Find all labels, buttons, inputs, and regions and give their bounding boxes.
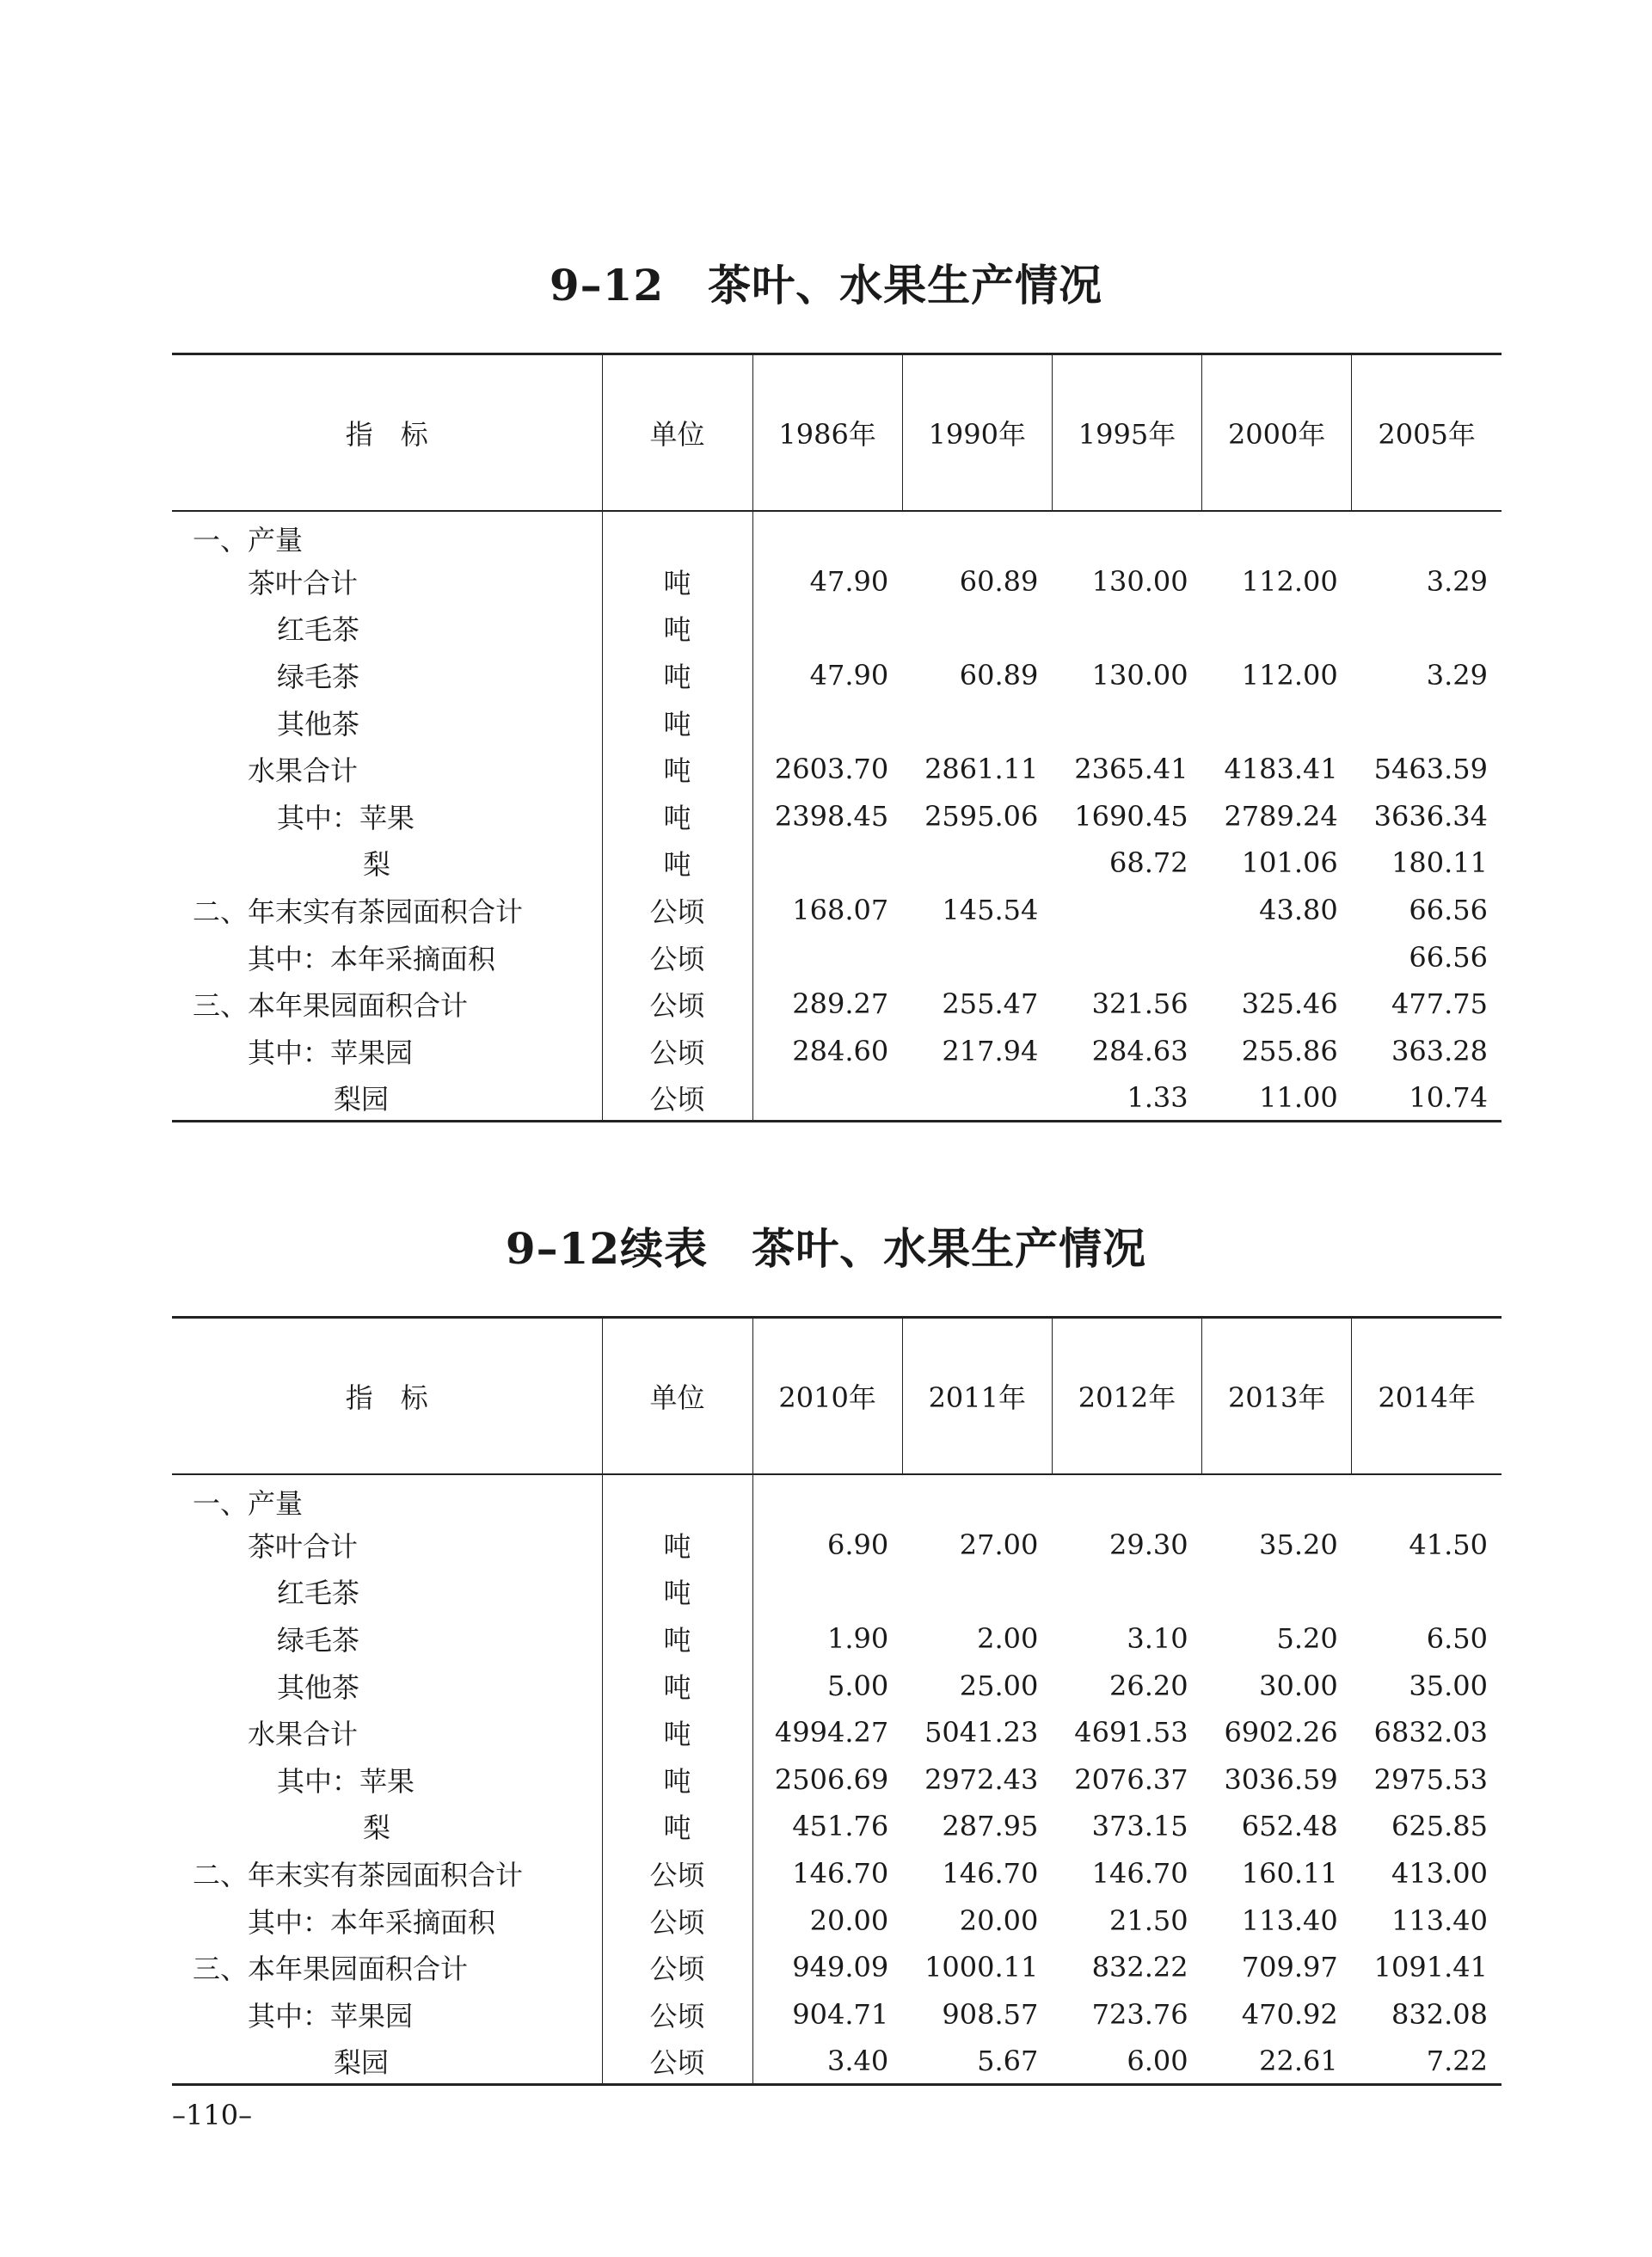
cell-value xyxy=(1352,1568,1502,1615)
cell-value: 1.90 xyxy=(826,1621,889,1655)
cell-value xyxy=(1052,1474,1201,1522)
cell-value: 1091.41 xyxy=(1373,1951,1488,1984)
table-row xyxy=(172,1027,1502,1074)
row-label: 其他茶 xyxy=(277,1670,360,1704)
row-label: 其中：苹果园 xyxy=(248,1999,414,2033)
cell-value: 2595.06 xyxy=(924,799,1039,833)
cell-value: 113.40 xyxy=(1391,1903,1488,1937)
table-row xyxy=(172,792,1502,839)
cell-value xyxy=(1052,605,1201,652)
cell-value: 477.75 xyxy=(1391,987,1488,1021)
cell-value: 625.85 xyxy=(1391,1810,1488,1843)
cell-value xyxy=(752,1074,902,1122)
header-year: 2010年 xyxy=(752,1318,902,1474)
row-label: 三、本年果园面积合计 xyxy=(193,989,469,1023)
cell-value xyxy=(1202,1568,1352,1615)
cell-value: 2603.70 xyxy=(774,753,889,786)
cell-value: 146.70 xyxy=(1091,1856,1188,1890)
cell-value: 27.00 xyxy=(959,1528,1039,1561)
row-unit: 公顷 xyxy=(602,1074,752,1122)
cell-value xyxy=(902,511,1052,558)
table-row xyxy=(172,1990,1502,2038)
cell-value: 101.06 xyxy=(1241,846,1338,880)
cell-value: 451.76 xyxy=(792,1810,889,1843)
row-label: 其中：苹果 xyxy=(277,801,415,834)
row-label: 红毛茶 xyxy=(277,613,360,647)
cell-value: 21.50 xyxy=(1108,1903,1188,1937)
header-year: 2014年 xyxy=(1352,1318,1502,1474)
row-label: 梨园 xyxy=(172,1074,602,1122)
cell-value xyxy=(1052,887,1201,934)
cell-value: 66.56 xyxy=(1409,940,1488,974)
cell-value xyxy=(1052,698,1201,746)
cell-value: 25.00 xyxy=(959,1669,1039,1702)
table-row xyxy=(172,1615,1502,1663)
row-unit: 吨 xyxy=(602,1709,752,1756)
row-unit: 吨 xyxy=(602,605,752,652)
cell-value: 22.61 xyxy=(1202,2038,1352,2085)
cell-value: 255.47 xyxy=(942,987,1039,1021)
cell-value xyxy=(752,1568,902,1615)
cell-value: 908.57 xyxy=(942,1997,1039,2031)
cell-value: 130.00 xyxy=(1091,564,1188,598)
cell-value xyxy=(902,605,1052,652)
table-row xyxy=(172,746,1502,793)
cell-value xyxy=(1052,511,1201,558)
cell-value: 112.00 xyxy=(1241,564,1338,598)
row-unit: 吨 xyxy=(602,792,752,839)
cell-value: 6.90 xyxy=(826,1528,889,1561)
row-unit: 吨 xyxy=(602,1522,752,1569)
header-year: 2013年 xyxy=(1202,1318,1352,1474)
cell-value: 287.95 xyxy=(942,1810,1039,1843)
cell-value: 832.22 xyxy=(1091,1951,1188,1984)
row-label: 一、产量 xyxy=(193,1486,304,1520)
cell-value xyxy=(902,1568,1052,1615)
header-unit: 单位 xyxy=(602,354,752,511)
cell-value xyxy=(752,1474,902,1522)
cell-value: 130.00 xyxy=(1091,658,1188,692)
cell-value: 2398.45 xyxy=(774,799,889,833)
cell-value: 47.90 xyxy=(809,658,889,692)
table-row xyxy=(172,1850,1502,1897)
table1 xyxy=(172,353,1502,1122)
header-year: 1986年 xyxy=(752,354,902,511)
table-row xyxy=(172,2038,1502,2085)
cell-value: 146.70 xyxy=(792,1856,889,1890)
table-row xyxy=(172,1803,1502,1850)
header-year: 2000年 xyxy=(1202,354,1352,511)
cell-value: 11.00 xyxy=(1202,1074,1352,1122)
cell-value: 321.56 xyxy=(1091,987,1188,1021)
cell-value: 289.27 xyxy=(792,987,889,1021)
cell-value: 3.40 xyxy=(752,2038,902,2085)
table-row xyxy=(172,652,1502,699)
cell-value: 113.40 xyxy=(1241,1903,1338,1937)
cell-value: 6.00 xyxy=(1052,2038,1201,2085)
row-label: 三、本年果园面积合计 xyxy=(193,1953,469,1986)
cell-value xyxy=(1202,933,1352,981)
cell-value: 10.74 xyxy=(1352,1074,1502,1122)
cell-value: 217.94 xyxy=(942,1034,1039,1067)
cell-value: 3636.34 xyxy=(1373,799,1488,833)
row-unit: 公顷 xyxy=(602,1897,752,1944)
header-year: 2011年 xyxy=(902,1318,1052,1474)
cell-value xyxy=(1202,605,1352,652)
table-row xyxy=(172,698,1502,746)
row-unit: 吨 xyxy=(602,652,752,699)
table-row xyxy=(172,887,1502,934)
row-label: 水果合计 xyxy=(248,754,359,788)
table-row xyxy=(172,1568,1502,1615)
row-label: 梨 xyxy=(363,848,391,882)
row-label: 二、年末实有茶园面积合计 xyxy=(193,895,524,928)
row-label: 梨园 xyxy=(172,2038,602,2085)
cell-value: 373.15 xyxy=(1091,1810,1188,1843)
table-row xyxy=(172,981,1502,1028)
cell-value: 3.29 xyxy=(1426,658,1488,692)
row-label: 其中：苹果园 xyxy=(248,1036,414,1069)
cell-value: 2076.37 xyxy=(1074,1762,1188,1796)
table2-title: 9–12续表 茶叶、水果生产情况 xyxy=(505,1223,1147,1274)
row-unit: 吨 xyxy=(602,1803,752,1850)
cell-value xyxy=(752,933,902,981)
table-row xyxy=(172,1662,1502,1709)
cell-value: 2.00 xyxy=(977,1621,1039,1655)
row-label: 其中：苹果 xyxy=(277,1764,415,1798)
cell-value: 160.11 xyxy=(1241,1856,1338,1890)
table-row xyxy=(172,933,1502,981)
row-label: 其中：本年采摘面积 xyxy=(248,1905,496,1939)
cell-value: 43.80 xyxy=(1259,893,1338,926)
cell-value: 6902.26 xyxy=(1224,1716,1338,1750)
row-unit: 吨 xyxy=(602,746,752,793)
cell-value: 29.30 xyxy=(1108,1528,1188,1561)
table2-header-row xyxy=(172,1318,1502,1474)
cell-value: 66.56 xyxy=(1409,893,1488,926)
cell-value xyxy=(1352,698,1502,746)
cell-value: 5.67 xyxy=(902,2038,1052,2085)
header-year: 1990年 xyxy=(902,354,1052,511)
row-label: 茶叶合计 xyxy=(248,1529,359,1563)
cell-value: 723.76 xyxy=(1091,1997,1188,2031)
cell-value xyxy=(752,605,902,652)
cell-value: 6832.03 xyxy=(1373,1716,1488,1750)
cell-value: 255.86 xyxy=(1241,1034,1338,1067)
row-label: 红毛茶 xyxy=(277,1577,360,1610)
cell-value xyxy=(902,698,1052,746)
row-label: 其他茶 xyxy=(277,707,360,741)
row-label: 一、产量 xyxy=(193,523,304,557)
cell-value xyxy=(1052,933,1201,981)
table-row xyxy=(172,558,1502,606)
cell-value: 832.08 xyxy=(1391,1997,1488,2031)
table-row xyxy=(172,839,1502,887)
cell-value: 3.29 xyxy=(1426,564,1488,598)
table-row xyxy=(172,1756,1502,1803)
cell-value: 26.20 xyxy=(1108,1669,1188,1702)
cell-value xyxy=(902,839,1052,887)
cell-value: 30.00 xyxy=(1259,1669,1338,1702)
header-year: 1995年 xyxy=(1052,354,1201,511)
cell-value: 3036.59 xyxy=(1224,1762,1338,1796)
row-unit: 吨 xyxy=(602,1662,752,1709)
cell-value: 5041.23 xyxy=(924,1716,1039,1750)
cell-value: 2506.69 xyxy=(774,1762,889,1796)
cell-value xyxy=(1052,1568,1201,1615)
cell-value: 2365.41 xyxy=(1074,753,1188,786)
row-unit: 吨 xyxy=(602,1568,752,1615)
cell-value xyxy=(1202,511,1352,558)
cell-value: 41.50 xyxy=(1409,1528,1488,1561)
row-label: 水果合计 xyxy=(248,1718,359,1751)
row-unit xyxy=(602,1474,752,1522)
cell-value: 284.60 xyxy=(792,1034,889,1067)
row-unit: 公顷 xyxy=(602,1990,752,2038)
table1-header-row xyxy=(172,354,1502,511)
header-year: 2005年 xyxy=(1352,354,1502,511)
cell-value: 146.70 xyxy=(942,1856,1039,1890)
row-unit: 公顷 xyxy=(602,1027,752,1074)
table-row xyxy=(172,511,1502,558)
row-unit: 吨 xyxy=(602,1615,752,1663)
row-unit: 公顷 xyxy=(602,981,752,1028)
cell-value: 35.00 xyxy=(1409,1669,1488,1702)
cell-value: 2789.24 xyxy=(1224,799,1338,833)
cell-value: 5463.59 xyxy=(1373,753,1488,786)
cell-value xyxy=(1202,1474,1352,1522)
table-row xyxy=(172,605,1502,652)
header-indicator: 指 标 xyxy=(172,1318,602,1474)
row-unit: 吨 xyxy=(602,698,752,746)
row-unit: 吨 xyxy=(602,839,752,887)
cell-value: 2861.11 xyxy=(924,753,1039,786)
cell-value: 325.46 xyxy=(1241,987,1338,1021)
header-indicator: 指 标 xyxy=(172,354,602,511)
cell-value: 180.11 xyxy=(1391,846,1488,880)
cell-value: 6.50 xyxy=(1426,1621,1488,1655)
cell-value xyxy=(902,1074,1052,1122)
cell-value: 470.92 xyxy=(1241,1997,1338,2031)
header-year: 2012年 xyxy=(1052,1318,1201,1474)
cell-value: 112.00 xyxy=(1241,658,1338,692)
table-row xyxy=(172,1897,1502,1944)
row-unit: 公顷 xyxy=(602,2038,752,2085)
cell-value xyxy=(1352,511,1502,558)
row-unit xyxy=(602,511,752,558)
cell-value: 20.00 xyxy=(809,1903,889,1937)
row-unit: 吨 xyxy=(602,558,752,606)
cell-value xyxy=(1352,605,1502,652)
table2 xyxy=(172,1316,1502,2086)
cell-value: 4691.53 xyxy=(1074,1716,1188,1750)
row-unit: 公顷 xyxy=(602,1944,752,1991)
table1-title: 9–12 茶叶、水果生产情况 xyxy=(549,260,1103,311)
row-unit: 公顷 xyxy=(602,887,752,934)
table-row xyxy=(172,1074,1502,1122)
row-label: 梨 xyxy=(363,1811,391,1845)
cell-value: 5.00 xyxy=(826,1669,889,1702)
cell-value: 60.89 xyxy=(959,658,1039,692)
cell-value xyxy=(1202,698,1352,746)
table-row xyxy=(172,1522,1502,1569)
cell-value: 35.20 xyxy=(1259,1528,1338,1561)
header-unit: 单位 xyxy=(602,1318,752,1474)
page-number: –110– xyxy=(172,2099,253,2131)
cell-value: 904.71 xyxy=(792,1997,889,2031)
cell-value: 5.20 xyxy=(1276,1621,1338,1655)
cell-value: 709.97 xyxy=(1241,1951,1338,1984)
table-row xyxy=(172,1944,1502,1991)
row-label: 二、年末实有茶园面积合计 xyxy=(193,1858,524,1891)
cell-value xyxy=(752,839,902,887)
cell-value: 1690.45 xyxy=(1074,799,1188,833)
cell-value: 168.07 xyxy=(792,893,889,926)
cell-value: 284.63 xyxy=(1091,1034,1188,1067)
cell-value: 3.10 xyxy=(1127,1621,1188,1655)
cell-value xyxy=(902,933,1052,981)
cell-value: 47.90 xyxy=(809,564,889,598)
cell-value: 145.54 xyxy=(942,893,1039,926)
cell-value: 7.22 xyxy=(1352,2038,1502,2085)
cell-value: 1.33 xyxy=(1052,1074,1201,1122)
cell-value: 68.72 xyxy=(1108,846,1188,880)
cell-value: 4183.41 xyxy=(1224,753,1338,786)
cell-value: 20.00 xyxy=(959,1903,1039,1937)
row-unit: 吨 xyxy=(602,1756,752,1803)
cell-value: 4994.27 xyxy=(774,1716,889,1750)
row-label: 其中：本年采摘面积 xyxy=(248,942,496,975)
table-row xyxy=(172,1474,1502,1522)
cell-value: 2972.43 xyxy=(924,1762,1039,1796)
cell-value: 363.28 xyxy=(1391,1034,1488,1067)
cell-value: 2975.53 xyxy=(1373,1762,1488,1796)
row-label: 茶叶合计 xyxy=(248,566,359,600)
row-label: 绿毛茶 xyxy=(277,1623,360,1657)
cell-value xyxy=(902,1474,1052,1522)
row-unit: 公顷 xyxy=(602,933,752,981)
cell-value: 652.48 xyxy=(1241,1810,1338,1843)
cell-value: 1000.11 xyxy=(924,1951,1039,1984)
cell-value xyxy=(752,698,902,746)
table-row xyxy=(172,1709,1502,1756)
row-unit: 公顷 xyxy=(602,1850,752,1897)
cell-value xyxy=(752,511,902,558)
row-label: 绿毛茶 xyxy=(277,660,360,693)
cell-value: 413.00 xyxy=(1391,1856,1488,1890)
cell-value xyxy=(1352,1474,1502,1522)
cell-value: 949.09 xyxy=(792,1951,889,1984)
cell-value: 60.89 xyxy=(959,564,1039,598)
